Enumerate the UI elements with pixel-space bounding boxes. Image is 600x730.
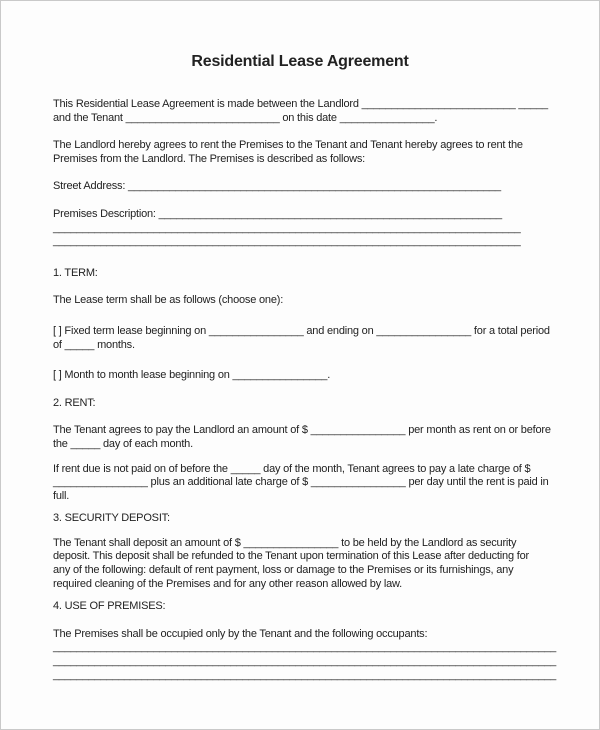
term-choose-line: The Lease term shall be as follows (choose one): [53, 294, 284, 307]
late-charge-line-3: full. [53, 489, 70, 502]
rent-amount-line-1: The Tenant agrees to pay the Landlord an amount of $ ________________ per month as rent on or before [53, 424, 551, 437]
security-deposit-paragraph [53, 537, 547, 591]
late-charge-line-1: If rent due is not paid on of before the _____ day of the month, Tenant agrees to pay a late charge of $ [53, 462, 531, 475]
occupants-paragraph [53, 627, 557, 682]
grant-line-1: The Landlord hereby agrees to rent the Premises to the Tenant and Tenant hereby agrees to rent the [53, 139, 523, 152]
occupants-blank-line-1: _____________________________________________________________________________________ [53, 641, 557, 654]
fixed-term-option [53, 324, 550, 352]
late-charge-line-2: ________________ plus an additional late charge of $ ________________ per day until the rent is paid in [53, 476, 549, 489]
rent-section-heading: 2. RENT: [53, 396, 96, 409]
fixed-term-line-2: of _____ months. [53, 338, 135, 351]
term-section-heading: 1. TERM: [53, 266, 98, 279]
month-to-month-option [53, 369, 547, 383]
occupants-blank-line-3: _____________________________________________________________________________________ [53, 668, 557, 681]
street-address-line: Street Address: _______________________________________________________________ [53, 180, 501, 193]
late-charge-paragraph [53, 463, 547, 504]
intro-line-1: This Residential Lease Agreement is made between the Landlord __________________________ _____ [53, 98, 548, 110]
premises-description-field [53, 208, 547, 249]
month-to-month-line: [ ] Month to month lease beginning on ________________. [53, 369, 331, 382]
use-of-premises-section-heading: 4. USE OF PREMISES: [53, 600, 166, 613]
occupants-blank-line-2: _____________________________________________________________________________________ [53, 655, 557, 668]
rent-amount-line-2: the _____ day of each month. [53, 437, 193, 450]
intro-paragraph [53, 98, 547, 125]
rent-amount-paragraph [53, 424, 551, 451]
premises-description-blank-line-2: _______________________________________________________________________________ [53, 235, 521, 248]
document-title: Residential Lease Agreement [191, 53, 409, 70]
grant-line-2: Premises from the Landlord. The Premises is described as follows: [53, 152, 366, 165]
premises-description-line-1: Premises Description: __________________________________________________________ [53, 207, 502, 220]
premises-description-blank-line-1: _______________________________________________________________________________ [53, 221, 521, 234]
grant-paragraph [53, 139, 547, 166]
term-choose-paragraph [53, 294, 547, 308]
street-address-field [53, 180, 547, 194]
occupants-intro-line: The Premises shall be occupied only by the Tenant and the following occupants: [53, 627, 428, 640]
security-deposit-section-heading: 3. SECURITY DEPOSIT: [53, 512, 170, 525]
security-deposit-line-3: any of the following: default of rent payment, loss or damage to the Premises or its furnishings, any [53, 564, 514, 577]
security-deposit-line-4: required cleaning of the Premises and for any other reason allowed by law. [53, 577, 403, 590]
security-deposit-line-2: deposit. This deposit shall be refunded to the Tenant upon termination of this Lease after deducting for [53, 550, 529, 563]
fixed-term-line-1: [ ] Fixed term lease beginning on ________________ and ending on ________________ for a total period [53, 324, 550, 337]
intro-line-2: and the Tenant __________________________ on this date ________________. [53, 111, 438, 124]
security-deposit-line-1: The Tenant shall deposit an amount of $ ________________ to be held by the Landlord as security [53, 536, 517, 549]
